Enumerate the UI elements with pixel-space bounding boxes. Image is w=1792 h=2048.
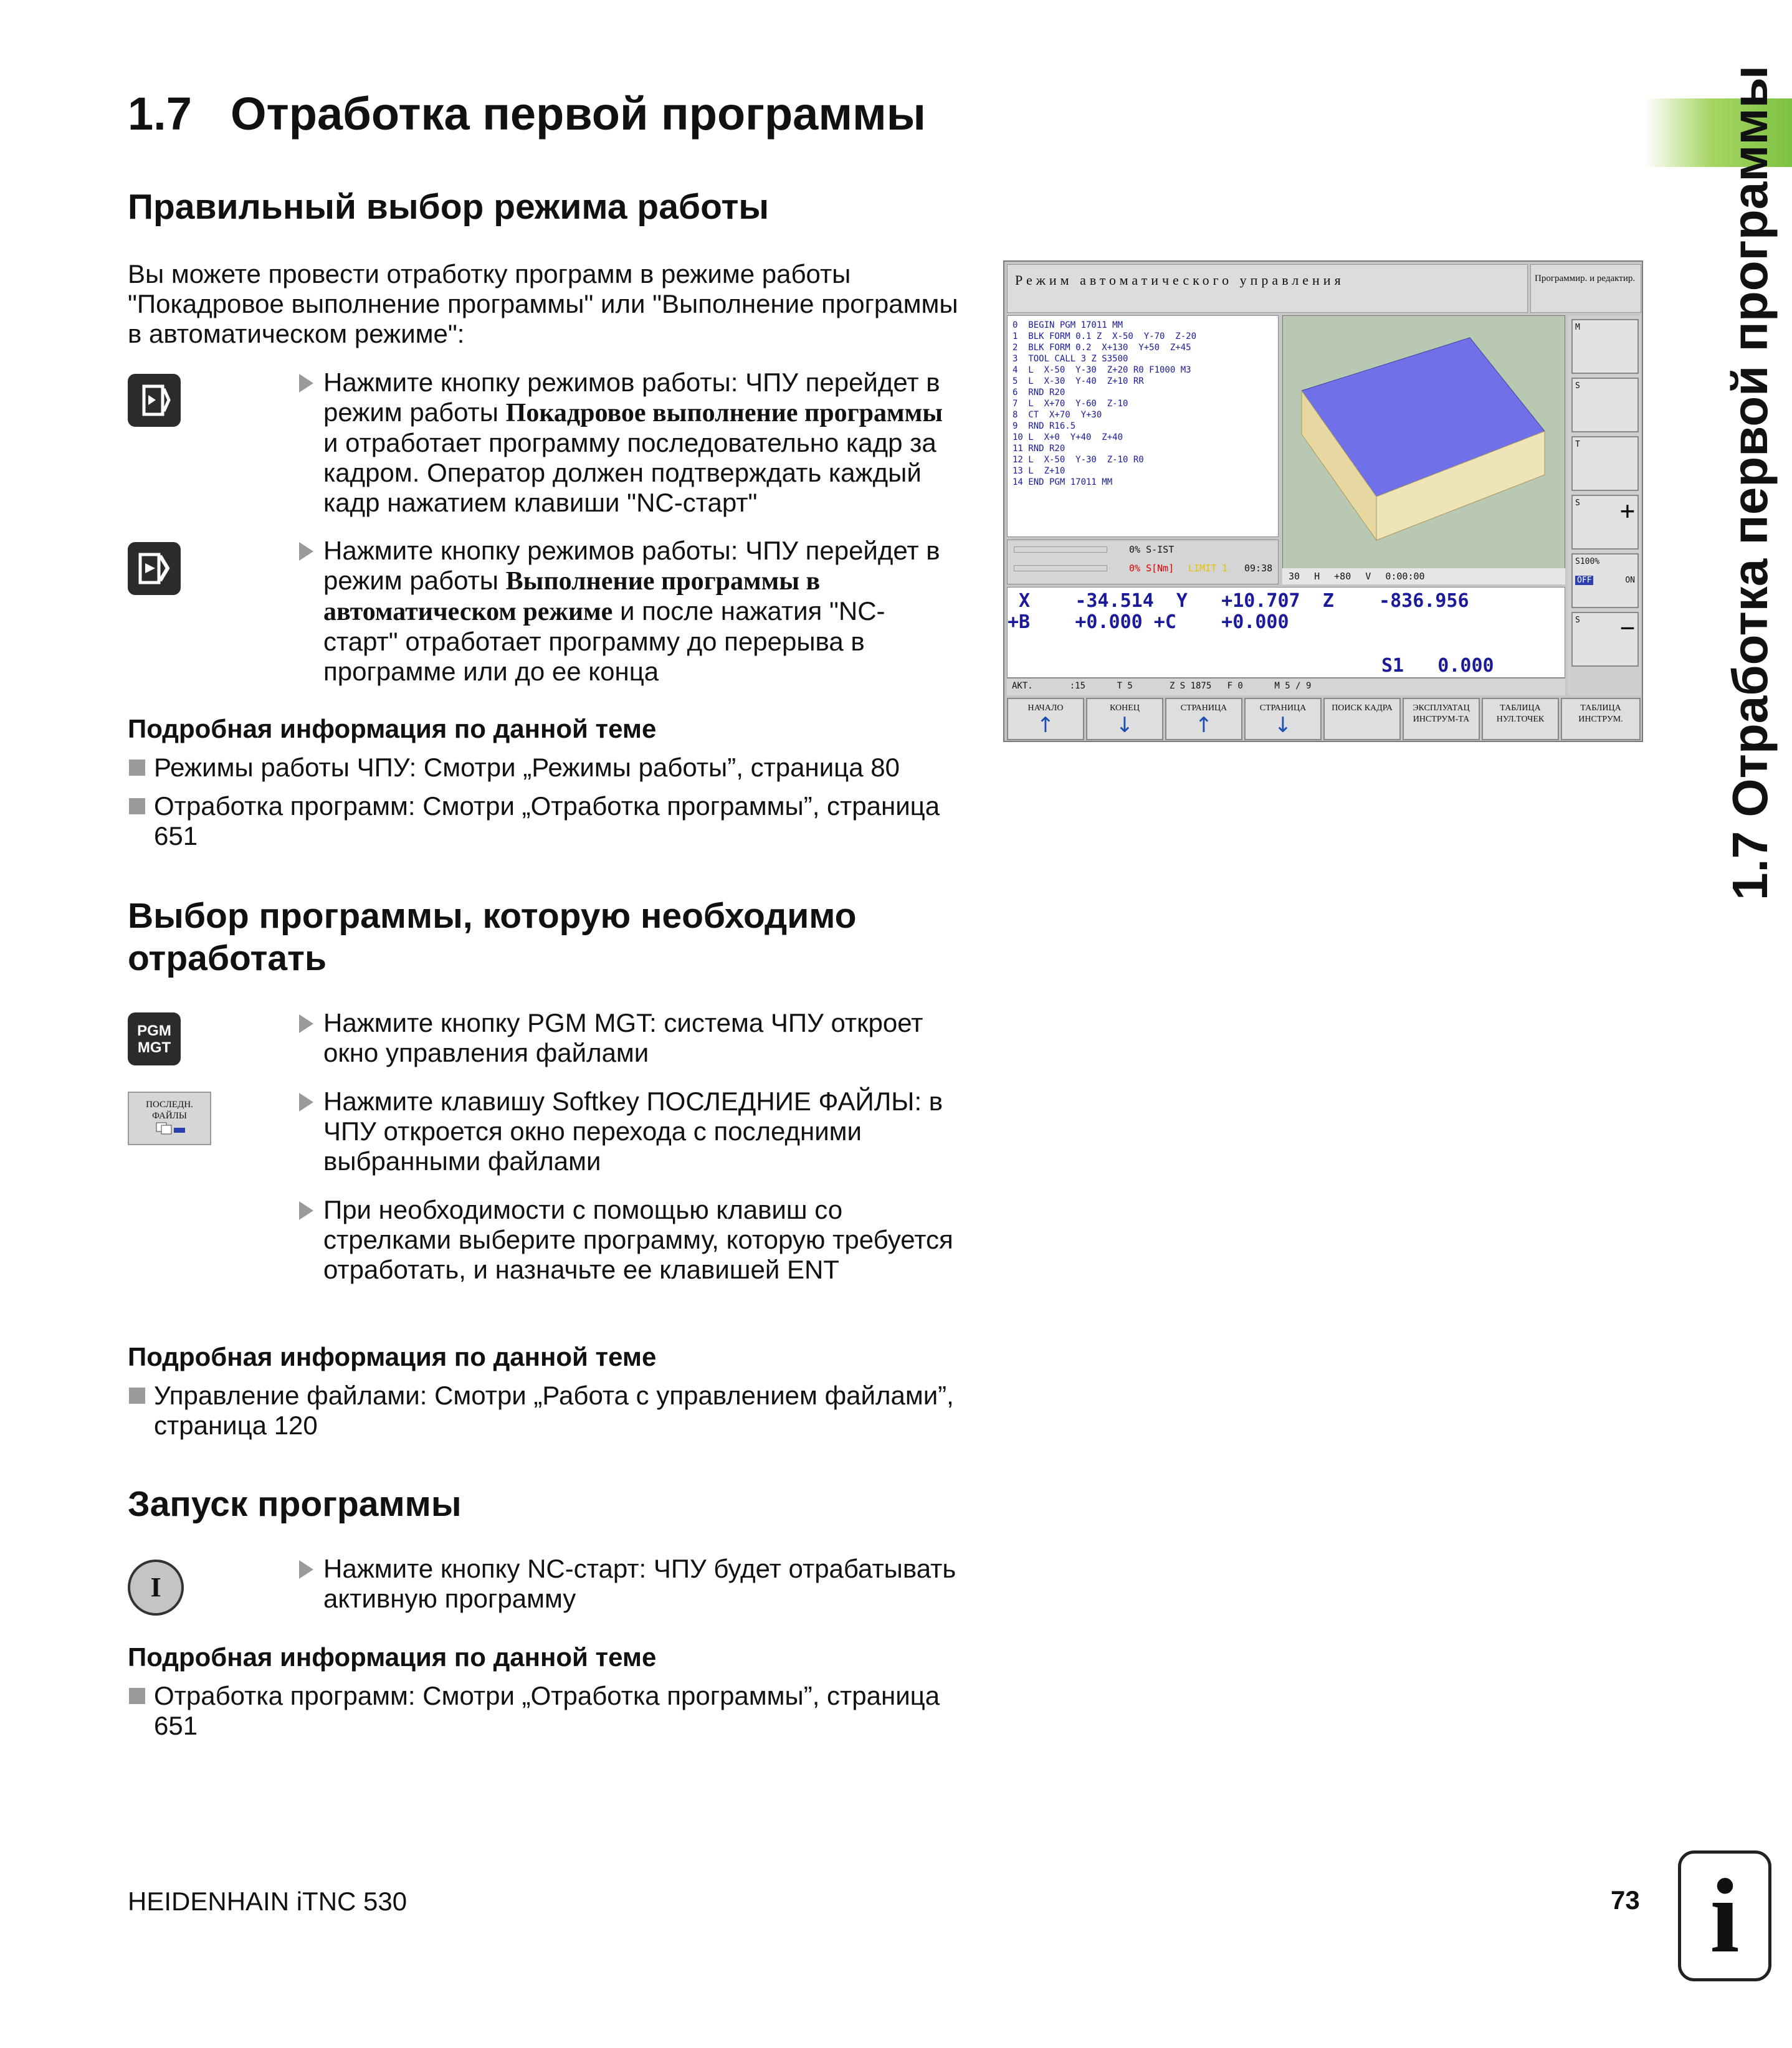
side-softkey-m[interactable]: M — [1571, 319, 1639, 374]
minus-icon: − — [1619, 614, 1635, 642]
files-icon — [148, 1122, 191, 1135]
page-number: 73 — [1611, 1885, 1640, 1915]
step-single-block: Нажмите кнопку режимов работы: ЧПУ перейдет в режим работы Покадровое выполнение программы и отработает программу последовательно кадр за кадром. Оператор должен подтверждать каждый кадр нажатием клавиши "NC-старт" — [299, 368, 960, 518]
softkey-page-down[interactable]: СТРАНИЦА ↓ — [1244, 698, 1322, 740]
position-display — [1007, 587, 1565, 678]
bullet-item: Отработка программ: Смотри „Отработка программы”, страница 651 — [128, 1681, 975, 1741]
graphic-status: 30 H +80 V 0:00:00 — [1282, 568, 1565, 584]
arrow-down-icon: ↓ — [1115, 713, 1134, 738]
softkey-tool-usage[interactable]: ЭКСПЛУАТАЦ ИНСТРУМ-ТА — [1403, 698, 1480, 740]
step-arrow-icon — [299, 1560, 313, 1579]
bullet-square-icon — [129, 798, 145, 814]
section-title-start: Запуск программы — [128, 1484, 462, 1524]
section-title-select: Выбор программы, которую необходимо отработать — [128, 896, 857, 978]
step-recent-files: Нажмите клавишу Softkey ПОСЛЕДНИЕ ФАЙЛЫ: в ЧПУ откроется окно перехода с последними выбранными файлами — [299, 1087, 960, 1176]
auto-run-icon — [128, 542, 181, 595]
chapter-side-title: 1.7 Отработка первой программы — [1722, 65, 1778, 900]
more-info-title: Подробная информация по данной теме — [128, 714, 657, 743]
torque-bar — [1014, 565, 1107, 571]
program-listing: 0 BEGIN PGM 17011 MM 1 BLK FORM 0.1 Z X-50 Y-70 Z-20 2 BLK FORM 0.2 X+130 Y+50 Z+45 3 TOOL CALL 3 Z S3500 4 L X-50 Y-30 Z+20 R0 F1000 M3 5 L X-30 Y-40 Z+10 RR 6 RND R20 7 L X+70 Y-60 Z-10 8 CT X+70 Y+30 9 RND R16.5 10 L X+0 Y+40 Z+40 11 RND R20 12 L X-50 Y-30 Z-10 R0 13 L Z+10 14 END PGM 17011 MM — [1007, 315, 1279, 537]
single-block-icon — [128, 374, 181, 427]
cnc-screen — [1003, 260, 1643, 742]
bullet-item: Управление файлами: Смотри „Работа с управлением файлами”, страница 120 — [128, 1381, 975, 1441]
step-arrow-icon — [299, 1201, 313, 1220]
step-arrow-icon — [299, 1093, 313, 1112]
side-softkey-s100[interactable]: S100% OFF ON — [1571, 553, 1639, 608]
spindle-status: 0% S-IST 0% S[Nm] LIMIT 1 09:38 — [1007, 540, 1279, 584]
bullet-square-icon — [129, 1688, 145, 1704]
position-row-bc: +B +0.000 +C +0.000 — [1008, 611, 1289, 633]
single-block-mode-key[interactable] — [128, 374, 181, 427]
softkey-end[interactable]: КОНЕЦ ↓ — [1086, 698, 1163, 740]
auto-mode-key[interactable] — [128, 542, 181, 595]
footer-product: HEIDENHAIN iTNC 530 — [128, 1887, 407, 1916]
bullet-item: Режимы работы ЧПУ: Смотри „Режимы работы”, страница 80 — [128, 753, 975, 783]
side-softkey-s-minus[interactable]: S − — [1571, 612, 1639, 667]
section-title-mode: Правильный выбор режима работы — [128, 187, 770, 227]
bullet-square-icon — [129, 1388, 145, 1404]
softkey-page-up[interactable]: СТРАНИЦА ↑ — [1165, 698, 1242, 740]
side-softkey-s[interactable]: S — [1571, 378, 1639, 432]
spindle-load-bar — [1014, 546, 1107, 553]
workpiece-graphic — [1282, 315, 1565, 584]
step-nc-start: Нажмите кнопку NC-старт: ЧПУ будет отрабатывать активную программу — [299, 1554, 960, 1614]
mode-title: Режим автоматического управления — [1007, 264, 1528, 313]
plus-icon: + — [1619, 497, 1635, 525]
section1-intro: Вы можете провести отработку программ в режиме работы "Покадровое выполнение программы" или "Выполнение программы в автоматическом режиме": — [128, 259, 958, 348]
softkey-datum-table[interactable]: ТАБЛИЦА НУЛ.ТОЧЕК — [1482, 698, 1559, 740]
arrow-up-icon: ↑ — [1036, 713, 1055, 738]
arrow-down-icon: ↓ — [1274, 713, 1292, 738]
page-title: 1.7 Отработка первой программы — [128, 88, 926, 140]
side-softkey-t[interactable]: T — [1571, 436, 1639, 491]
step-auto-mode: Нажмите кнопку режимов работы: ЧПУ перейдет в режим работы Выполнение программы в автоматическом режиме и после нажатия "NC-старт" отработает программу до перерыва в программе или до ее конца — [299, 536, 960, 687]
more-info-title: Подробная информация по данной теме — [128, 1342, 657, 1371]
step-arrow-icon — [299, 374, 313, 393]
bullet-square-icon — [129, 760, 145, 776]
softkey-block-scan[interactable]: ПОИСК КАДРА — [1323, 698, 1401, 740]
position-row-xyz: X -34.514 Y +10.707 Z -836.956 — [1008, 590, 1469, 612]
arrow-up-icon: ↑ — [1194, 713, 1213, 738]
info-icon: i — [1678, 1850, 1771, 1981]
step-arrow-icon — [299, 542, 313, 561]
step-pgm-mgt: Нажмите кнопку PGM MGT: система ЧПУ откроет окно управления файлами — [299, 1008, 960, 1068]
workpiece-3d-icon — [1283, 316, 1565, 565]
vertical-softkeys — [1568, 315, 1641, 695]
mode-subtitle: Программир. и редактир. — [1530, 264, 1641, 313]
side-softkey-s-plus[interactable]: S + — [1571, 495, 1639, 550]
step-select-program: При необходимости с помощью клавиш со стрелками выберите программу, которую требуется отработать, и назначьте ее клавишей ENT — [299, 1195, 960, 1285]
bullet-item: Отработка программ: Смотри „Отработка программы”, страница 651 — [128, 791, 975, 851]
pgm-mgt-key[interactable]: PGM MGT — [128, 1012, 181, 1065]
spindle-s1: S1 0.000 — [1381, 655, 1494, 677]
actual-status-bar: AKT. :15 T 5 Z S 1875 F 0 M 5 / 9 — [1007, 678, 1565, 695]
recent-files-softkey[interactable]: ПОСЛЕДН. ФАЙЛЫ — [128, 1092, 211, 1145]
softkey-tool-table[interactable]: ТАБЛИЦА ИНСТРУМ. — [1561, 698, 1641, 740]
step-arrow-icon — [299, 1014, 313, 1033]
nc-start-key[interactable]: I — [128, 1560, 184, 1616]
more-info-title: Подробная информация по данной теме — [128, 1642, 657, 1672]
softkey-start[interactable]: НАЧАЛО ↑ — [1007, 698, 1084, 740]
